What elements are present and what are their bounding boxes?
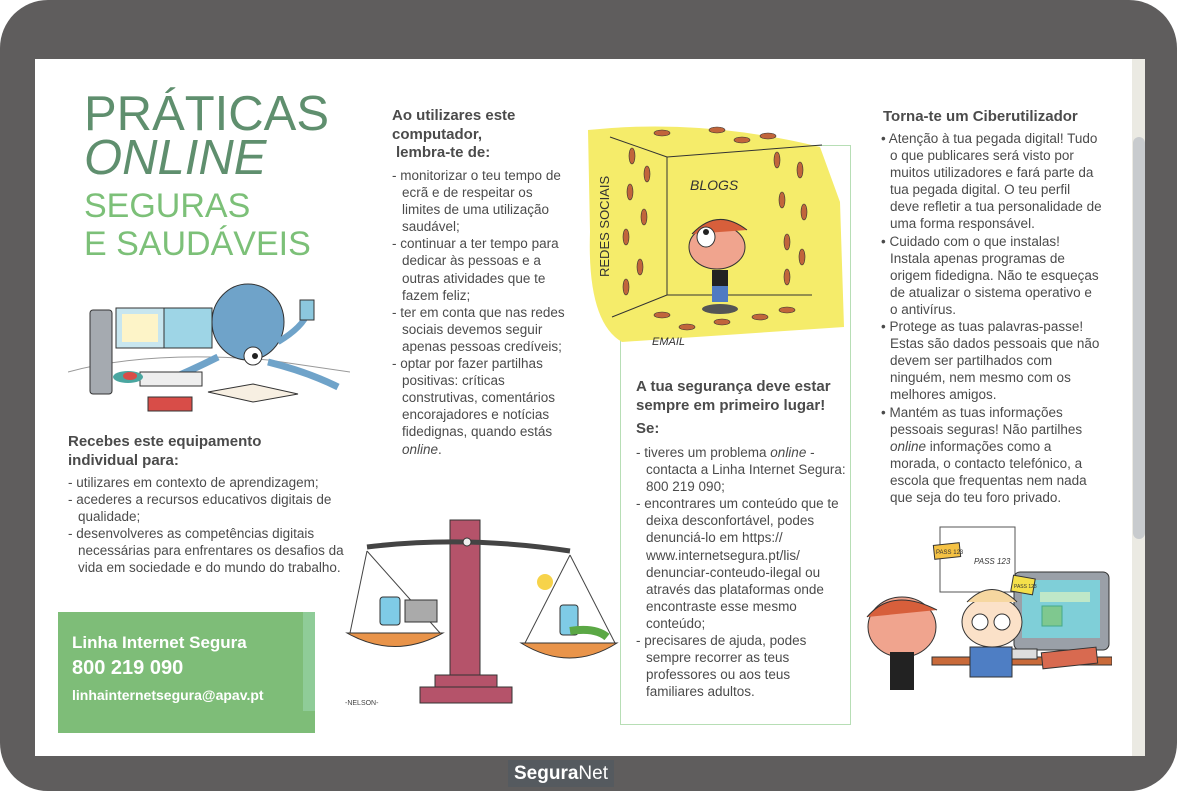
reminders-heading: Ao utilizares este computador, lembra-te de: (392, 107, 516, 161)
list-item: - optar por fazer partilhas positivas: críticas construtivas, comentários encorajadores e notícias fidedignas, quando estás online. (392, 356, 556, 457)
balance-scale-illustration (345, 515, 620, 710)
svg-text:BLOGS: BLOGS (690, 177, 739, 193)
list-item: • Cuidado com o que instalas! Instala apenas programas de origem fidedigna. Não te esqueças de atualizar o sistema operativo e o antivírus. (881, 233, 1099, 317)
equipment-list (68, 474, 348, 577)
svg-text:REDES SOCIAIS: REDES SOCIAIS (597, 175, 612, 277)
password-kids-illustration (862, 522, 1112, 697)
title-seguras: SEGURAS (84, 187, 251, 225)
helpline-email-link[interactable]: linhainternetsegura@apav.pt (72, 687, 264, 703)
octopus-computer-illustration (68, 272, 350, 420)
list-item: - monitorizar o teu tempo de ecrã e de respeitar os limites de uma utilização saudável; (392, 168, 561, 235)
cyberuser-list (881, 130, 1103, 506)
safety-heading: A tua segurança deve estar sempre em primeiro lugar! (636, 378, 831, 414)
safety-se-label: Se: (636, 420, 660, 437)
svg-text:EMAIL: EMAIL (652, 336, 686, 347)
helpline-box-edge (303, 612, 315, 711)
cyberuser-heading: Torna-te um Ciberutilizador (883, 108, 1078, 125)
footprints-cube-illustration (582, 112, 862, 347)
seguranet-logo: SeguraNet (508, 760, 614, 787)
list-item: • Protege as tuas palavras-passe! Estas são dados pessoais que não devem ser partilhados com ninguém, nem mesmo com os melhores amigos. (881, 319, 1100, 403)
list-item: - acederes a recursos educativos digitais de qualidade; (68, 492, 332, 525)
title-saudaveis: E SAUDÁVEIS (84, 225, 311, 263)
reminders-list (392, 167, 567, 458)
list-item: - encontrares um conteúdo que te deixa desconfortável, podes denunciá-lo em https:// www.internetsegura.pt/lis/ denunciar-conteudo-ilegal ou através das plataformas onde encontraste esse mesmo conteúdo; (636, 496, 839, 631)
helpline-phone[interactable]: 800 219 090 (72, 657, 184, 679)
svg-text:PASS 123: PASS 123 (974, 557, 1011, 566)
list-item: - tiveres um problema online - contacta a Linha Internet Segura: 800 219 090; (636, 445, 846, 495)
scrollbar-thumb[interactable] (1133, 137, 1145, 539)
svg-text:-NELSON-: -NELSON- (345, 700, 379, 707)
list-item: • Atenção à tua pegada digital! Tudo o que publicares será visto por muitos utilizadores e fará parte da tua pegada digital. O teu perfil deve refletir a tua personalidade de uma forma responsável. (881, 131, 1102, 232)
title-online: ONLINE (84, 131, 267, 185)
list-item: - continuar a ter tempo para dedicar às pessoas e a outras atividades que te fazem feliz; (392, 236, 559, 303)
safety-list (636, 444, 846, 700)
list-item: • Mantém as tuas informações pessoais seguras! Não partilhes online informações como a morada, o contacto telefónico, a escola que frequentas nem nada que seja do teu foro privado. (881, 404, 1087, 505)
helpline-title: Linha Internet Segura (72, 633, 247, 652)
list-item: - desenvolveres as competências digitais necessárias para enfrentares os desafios da vida em sociedade e do mundo do trabalho. (68, 526, 344, 576)
equipment-heading: Recebes este equipamento individual para: (68, 433, 262, 469)
list-item: - precisares de ajuda, podes sempre recorrer as teus professores ou aos teus familiares adultos. (636, 633, 807, 700)
svg-text:PASS 123: PASS 123 (936, 550, 964, 556)
title-praticas: PRÁTICAS (84, 87, 330, 141)
svg-text:PASS 123: PASS 123 (1014, 584, 1037, 590)
list-item: - utilizares em contexto de aprendizagem; (68, 475, 319, 490)
list-item: - ter em conta que nas redes sociais devemos seguir apenas pessoas credíveis; (392, 304, 565, 354)
